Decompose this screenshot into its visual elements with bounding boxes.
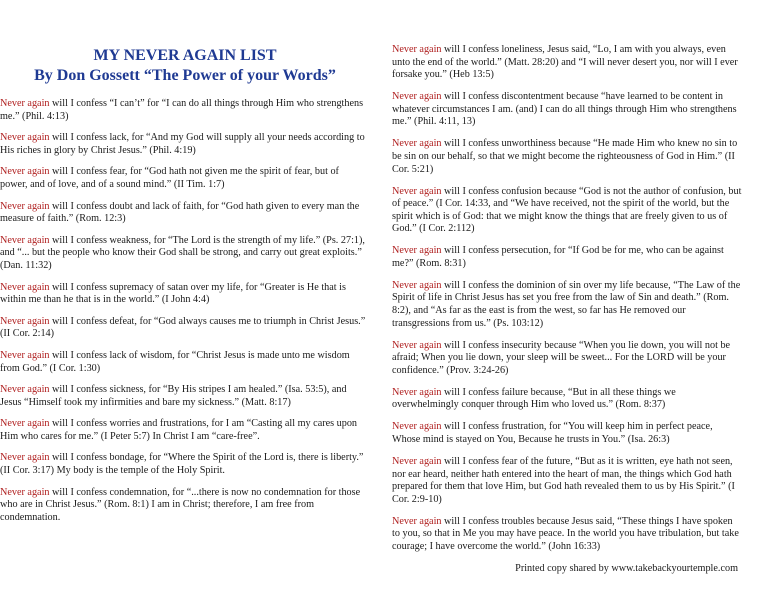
entry-text: will I confess failure because, “But in all these things we overwhelmingly conquer through Him who loved us.” (Rom. 8:37) bbox=[392, 386, 676, 411]
entry-text: will I confess worries and frustrations, for I am “Casting all my cares upon Him who cares for me.” (I Peter 5:7) In Christ I am “care-free”. bbox=[0, 418, 358, 442]
never-again-label: Never again bbox=[0, 281, 50, 293]
never-again-label: Never again bbox=[0, 486, 50, 498]
entry-text: will I confess fear of the future, “But as it is written, eye hath not seen, nor ear heard, neither hath entered into the heart of man, the things which God hath prepared for them that love Him, but God hath revealed them to us by His Spirit.” (I Cor. 2:9-10) bbox=[392, 455, 735, 505]
entry-text: will I confess supremacy of satan over my life, for “Greater is He that is within me than he that is in the world.” (I John 4:4) bbox=[0, 281, 346, 306]
never-again-label: Never again bbox=[392, 138, 442, 150]
list-item bbox=[392, 421, 742, 446]
footer-credit: Printed copy shared by www.takebackyourtemple.com bbox=[515, 562, 738, 574]
entry-text: will I confess insecurity because “When you lie down, you will not be afraid; When you lie down, your sleep will be sweet... For the LORD will be your confidence.” (Prov. 3:24-26) bbox=[392, 339, 731, 376]
list-item bbox=[392, 340, 742, 378]
entry-text: will I confess the dominion of sin over my life because, “The Law of the Spirit of life in Christ Jesus has set you free from the law of Sin and death.” (Rom. 8:2), and “As far as the east is from the west, so far has He removed our transgressions from us.” (Ps. 103:12) bbox=[392, 279, 741, 329]
entry-text: will I confess frustration, for “You will keep him in perfect peace, Whose mind is stayed on You, Because he trusts in You.” (Isa. 26:3) bbox=[392, 421, 713, 445]
list-item bbox=[392, 44, 742, 82]
never-again-label: Never again bbox=[0, 384, 50, 396]
right-column bbox=[392, 0, 742, 575]
never-again-label: Never again bbox=[0, 234, 50, 246]
list-item bbox=[0, 98, 368, 123]
entry-text: will I confess loneliness, Jesus said, “Lo, I am with you always, even unto the end of the world.” (Matt. 28:20) and “I will never desert you, nor will I ever forsake you.” (Heb 13:5) bbox=[392, 44, 738, 81]
entry-text: will I confess lack of wisdom, for “Christ Jesus is made unto me wisdom from God.” (I Cor. 1:30) bbox=[0, 349, 350, 374]
never-again-label: Never again bbox=[0, 418, 50, 430]
never-again-label: Never again bbox=[392, 515, 442, 527]
list-item bbox=[0, 235, 368, 273]
page-title: MY NEVER AGAIN LIST bbox=[93, 47, 277, 64]
list-item bbox=[0, 201, 368, 226]
list-item bbox=[392, 387, 742, 412]
entry-text: will I confess doubt and lack of faith, for “God hath given to every man the measure of faith.” (Rom. 12:3) bbox=[0, 200, 360, 225]
entry-text: will I confess discontentment because “have learned to be content in whatever circumstances I am. (and) I can do all things through Him who strengthens me.” (Phil. 4:11, 13) bbox=[392, 91, 737, 128]
list-item bbox=[392, 186, 742, 236]
entry-text: will I confess unworthiness because “He made Him who knew no sin to be sin on our behalf, so that we might become the righteousness of God in Him.” (II Cor. 5:21) bbox=[392, 138, 738, 175]
entry-text: will I confess defeat, for “God always causes me to triumph in Christ Jesus.” (II Cor. 2:14) bbox=[0, 315, 366, 340]
list-item bbox=[0, 418, 368, 443]
never-again-label: Never again bbox=[0, 349, 50, 361]
never-again-label: Never again bbox=[392, 91, 442, 103]
entry-text: will I confess condemnation, for “...there is now no condemnation for those who are in Christ Jesus.” (Rom. 8:1) I am in Christ; therefore, I am free from condemnation. bbox=[0, 486, 361, 523]
list-item bbox=[0, 487, 368, 525]
list-item bbox=[392, 138, 742, 176]
entry-text: will I confess confusion because “God is not the author of confusion, but of peace.” (I Cor. 14:33, and “We have received, not the spirit of the world, but the spirit which is of God: that we might know the things that are freely given to us of God.” (I Cor. 2:112) bbox=[392, 185, 742, 235]
entry-text: will I confess fear, for “God hath not given me the spirit of fear, but of power, and of love, and of a sound mind.” (II Tim. 1:7) bbox=[0, 166, 339, 190]
left-column bbox=[0, 0, 370, 533]
never-again-label: Never again bbox=[0, 166, 50, 178]
right-entry-list bbox=[392, 44, 742, 554]
list-item bbox=[0, 316, 368, 341]
never-again-label: Never again bbox=[392, 386, 442, 398]
entry-text: will I confess persecution, for “If God be for me, who can be against me?” (Rom. 8:31) bbox=[392, 245, 724, 269]
entry-text: will I confess troubles because Jesus said, “These things I have spoken to you, so that in Me you may have peace. In the world you have tribulation, but take courage; I have overcome the world.” (John 16:33) bbox=[392, 515, 739, 552]
never-again-label: Never again bbox=[392, 455, 442, 467]
list-item bbox=[392, 245, 742, 270]
entry-text: will I confess bondage, for “Where the Spirit of the Lord is, there is liberty.” (II Cor. 3:17) My body is the temple of the Holy Spirit. bbox=[0, 452, 364, 477]
list-item bbox=[0, 282, 368, 307]
list-item bbox=[392, 91, 742, 129]
list-item bbox=[392, 456, 742, 506]
entry-text: will I confess “I can’t” for “I can do all things through Him who strengthens me.” (Phil. 4:13) bbox=[0, 98, 364, 122]
never-again-label: Never again bbox=[392, 279, 442, 291]
never-again-label: Never again bbox=[0, 98, 50, 109]
list-item bbox=[392, 280, 742, 330]
entry-text: will I confess sickness, for “By His stripes I am healed.” (Isa. 53:5), and Jesus “Himself took my infirmities and bare my sickness.” (Matt. 8:17) bbox=[0, 384, 347, 408]
list-item bbox=[0, 350, 368, 375]
page-subtitle: By Don Gossett “The Power of your Words” bbox=[34, 67, 336, 84]
never-again-label: Never again bbox=[392, 245, 442, 257]
never-again-label: Never again bbox=[392, 44, 442, 55]
entry-text: will I confess weakness, for “The Lord is the strength of my life.” (Ps. 27:1), and “... but the people who know their God shall be strong, and carry out great exploits.” (Dan. 11:32) bbox=[0, 234, 365, 271]
list-item bbox=[0, 384, 368, 409]
never-again-label: Never again bbox=[392, 421, 442, 433]
list-item bbox=[0, 452, 368, 477]
never-again-label: Never again bbox=[392, 185, 442, 197]
never-again-label: Never again bbox=[0, 132, 50, 144]
entry-text: will I confess lack, for “And my God will supply all your needs according to His riches in glory by Christ Jesus.” (Phil. 4:19) bbox=[0, 132, 365, 156]
left-entry-list bbox=[0, 98, 368, 524]
never-again-label: Never again bbox=[0, 315, 50, 327]
never-again-label: Never again bbox=[0, 200, 50, 212]
list-item bbox=[0, 132, 368, 157]
never-again-label: Never again bbox=[0, 452, 50, 464]
list-item bbox=[0, 166, 368, 191]
list-item bbox=[392, 516, 742, 554]
never-again-label: Never again bbox=[392, 339, 442, 351]
